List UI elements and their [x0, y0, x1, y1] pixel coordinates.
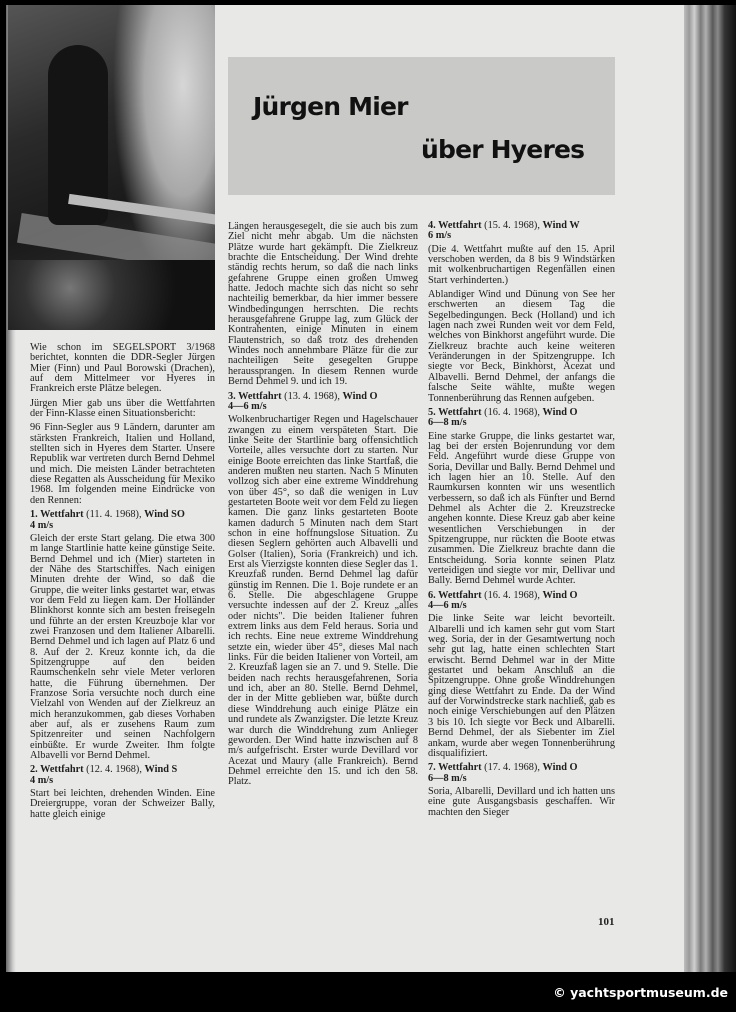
race-wind-speed: 4—6 m/s [228, 400, 267, 412]
title-box [228, 57, 615, 195]
race-label: 1. Wettfahrt [30, 509, 84, 521]
text-column-1 [30, 343, 215, 824]
race-heading [228, 392, 418, 413]
race-paragraph: Ablandiger Wind und Dünung von See her erschwerten an diesem Tag die Segelbedingungen. Beck (Holland) und ich lagen nach zwei Runden weit vor dem Feld, welches von Binkhorst angeführt wurde. Die Zielkreuz brachte auch keine weiteren Veränderungen in der Spitzengruppe. Ich siegte vor Beck, Binkhorst, Acezat und Albavelli. Bernd Dehmel, der anfangs die falsche Seite wählte, mußte wegen Tonnenberührung das Rennen aufgeben. [428, 289, 615, 404]
race-date: (16. 4. 1968), [484, 406, 540, 418]
race-paragraph: Die linke Seite war leicht bevorteilt. Albarelli und ich kamen sehr gut vom Start weg. Soria, der in der Gesamtwertung noch sehr gut lag, hatte einen schlechten Start erwischt. Bernd Dehmel war in der Mitte gestartet und bekam Anschluß an die Spitzengruppe. Ohne große Winddrehungen ging diese Wettfahrt zu Ende. Da der Wind auf der Vorwindstrecke stark nachließ, gab es noch einige Verschiebungen auf den Plätzen 3 bis 10. Ich siegte vor Beck und Albarelli. Bernd Dehmel, der als Siebenter im Ziel ankam, wurde aber wegen Tonnenberührung disqualifiziert. [428, 613, 615, 759]
sailing-photo [8, 5, 215, 330]
race-label: 7. Wettfahrt [428, 762, 482, 774]
race-heading [30, 510, 215, 531]
race-wind-speed: 4 m/s [30, 519, 54, 531]
race-date: (17. 4. 1968), [484, 762, 540, 774]
race-paragraph: Wolkenbruchartiger Regen und Hagelschauer zwangen zu einem verspäteten Start. Die linke Seite der Startlinie barg offensichtlich Vorteile, alles versuchte dort zu starten. Nur einige Boote erreichten das linke Startfaß, die anderen mußten neu starten. Nach 5 Minuten vollzog sich aber eine extreme Winddrehung von über 45°, so daß die wenigen in Luv gestarteten Boote weit vor dem Feld zu liegen kamen. Die ganz links gestarteten Boote kamen dadurch 5 Minuten nach dem Start schon in eine hoffnungslose Situation. Zu diesen Seglern gehörten auch Albavelli und Golser (Italien), Soria (Frankreich) und ich. Erst als Vierzigste konnten diese Segler das 1. Kreuzfaß runden. Bernd Dehmel lag dafür günstig im Rennen. Die 1. Boje rundete er an 6. Stelle. Die abgeschlagene Gruppe versuchte indessen auf der 2. Kreuz „alles oder nichts". Die beiden Italiener fuhren extrem links aus dem Feld heraus. Soria und ich rechts. Eine neue extreme Winddrehung setzte ein, wieder über 45°, dieses Mal nach links. Für die beiden Italiener von Vorteil, am 2. Kreuzfaß lagen sie an 7. und 9. Stelle. Die beiden nach rechts herausgefahrenen, Soria und ich, aber an 80. Stelle. Bernd Dehmel, der in der Mitte geblieben war, büßte durch diese Winddrehung auch einige Plätze ein und rundete als Zwanzigster. Die letzte Kreuz war durch die Winddrehung zum Anlieger geworden. Der Wind hatte inzwischen auf 8 m/s aufgefrischt. Erster wurde Devillard vor Acezat und Maury (alle Frankreich). Bernd Dehmel erreichte den 15. und ich den 58. Platz. [228, 414, 418, 788]
article-title-line2: über Hyeres [421, 135, 585, 164]
race-wind-speed: 6—8 m/s [428, 772, 467, 784]
race-label: 2. Wettfahrt [30, 764, 84, 776]
race-paragraph: Eine starke Gruppe, die links gestartet war, lag bei der ersten Bojenrundung vor dem Feld. Angeführt wurde diese Gruppe von Soria, Devillar und Bally. Bernd Dehmel und ich lagen hier an 10. Stelle. Auf den Raumkursen konnten wir uns wesentlich verbessern, so daß ich als Fünfter und Bernd Dehmel als Achter die 2. Kreuzstrecke angehen konnte. Diese Kreuz gab aber keine wesentlichen Verschiebungen in der Spitzengruppe, nur rückten die Boote etwas zusammen. Die Zielkreuz brachte dann die Entscheidung. Soria konnte seinen Platz verteidigen und siegte vor mir, Dellivar und Bally. Bernd Dehmel wurde Achter. [428, 430, 615, 587]
race-label: 5. Wettfahrt [428, 406, 482, 418]
race-heading [428, 221, 615, 242]
book-page-edges [684, 5, 736, 972]
copyright-watermark: © yachtsportmuseum.de [553, 985, 728, 1000]
race-paragraph: Gleich der erste Start gelang. Die etwa 300 m lange Startlinie hatte keine günstige Seite. Bernd Dehmel und ich (Mier) starteten in der Nähe des Startschiffes. Nach einigen Minuten drehte der Wind, so daß die Gruppe, die weiter links gestartet war, etwas vor dem Feld zu liegen kam. Der Holländer Blinkhorst konnte sich am besten freisegeln und führte an der ersten Kreuzboje klar vor zwei Franzosen und dem Italiener Albarelli. Bernd Dehmel und ich lagen auf Platz 6 und 8. Auf der 2. Kreuz konnte ich, da die Spitzengruppe auf den beiden Raumschenkeln sehr viele Meter verloren hatte, die Führung übernehmen. Der Franzose Soria versuchte noch durch eine Vielzahl von Wenden auf der Zielkreuz an mich heranzukommen, gab dieses Vorhaben aber auf, als er zusehens Raum zum Spitzenreiter und seinen Nachfolgern einbüßte. Er wurde Zweiter. Ihm folgte Albavelli vor Bernd Dehmel. [30, 532, 215, 762]
race-paragraph: Start bei leichten, drehenden Winden. Eine Dreiergruppe, voran der Schweizer Bally, hatte gleich einige [30, 788, 215, 820]
text-column-2 [228, 222, 418, 792]
race-heading [428, 763, 615, 784]
race-wind-speed: 6—8 m/s [428, 417, 467, 429]
intro-paragraph: Wie schon im SEGELSPORT 3/1968 berichtet, konnten die DDR-Segler Jürgen Mier (Finn) und Paul Borowski (Drachen), auf dem Mittelmeer vor Hyeres in Frankreich erste Plätze belegen. [30, 342, 215, 395]
race-wind-speed: 4—6 m/s [428, 600, 467, 612]
race-date: (12. 4. 1968), [86, 764, 142, 776]
text-column-3 [428, 219, 615, 822]
intro-paragraph: 96 Finn-Segler aus 9 Ländern, darunter am stärksten Frankreich, Italien und Holland, stellten sich in Hyeres dem Starter. Unsere Republik war vertreten durch Bernd Dehmel und mich. Die meisten Länder betrachteten diese Regatten als Ausscheidung für Mexiko 1968. Im folgenden meine Eindrücke von den Rennen: [30, 422, 215, 506]
race-date: (13. 4. 1968), [284, 390, 340, 402]
race-wind: Wind O [342, 390, 378, 402]
race-wind: Wind W [542, 220, 580, 231]
race-label: 4. Wettfahrt [428, 220, 482, 231]
race-wind: Wind O [542, 589, 578, 601]
race-paragraph: (Die 4. Wettfahrt mußte auf den 15. April verschoben werden, da 8 bis 9 Windstärken mit wolkenbruchartigen Regenfällen einen Start verhinderten.) [428, 243, 615, 286]
race-wind: Wind O [542, 406, 578, 418]
race-label: 3. Wettfahrt [228, 390, 282, 402]
water-spray [8, 260, 215, 330]
article-title-line1: Jürgen Mier [253, 92, 408, 121]
race-paragraph: Längen herausgesegelt, die sie auch bis zum Ziel nicht mehr abgab. Um die nächsten Plätze wurde hart gekämpft. Die Zielkreuz brachte die Entscheidung. Der Wind drehte ständig rechts herum, so daß die nach links gefahrene Gruppe einen großen Umweg hatte. Jedoch machte sich das nicht so sehr nachteilig bemerkbar, da hier immer bessere Windbedingungen herrschten. Die rechts herausgefahrene Gruppe lag, zum Glück der Kontrahenten, einige Minuten in einem Flautenstrich, so daß trotz des drehenden Windes noch annehmbare Plätze für die zur nachteiligen Seite gesegelten Gruppe heraussprangen. In diesem Rennen wurde Bernd Dehmel 9. und ich 19. [228, 221, 418, 388]
race-label: 6. Wettfahrt [428, 589, 482, 601]
race-wind: Wind SO [144, 509, 185, 521]
race-wind: Wind O [542, 762, 578, 774]
race-wind-speed: 4 m/s [30, 774, 54, 786]
intro-paragraph: Jürgen Mier gab uns über die Wettfahrten der Finn-Klasse einen Situationsbericht: [30, 397, 215, 420]
race-date: (16. 4. 1968), [484, 589, 540, 601]
race-heading [428, 591, 615, 612]
page-number: 101 [598, 916, 615, 928]
race-wind-speed: 6 m/s [428, 230, 452, 242]
race-date: (15. 4. 1968), [484, 220, 540, 231]
race-paragraph: Soria, Albarelli, Devillard und ich hatten uns eine gute Ausgangsbasis geschaffen. Wir machten den Sieger [428, 785, 615, 818]
race-wind: Wind S [144, 764, 178, 776]
race-heading [428, 408, 615, 429]
race-heading [30, 765, 215, 786]
race-date: (11. 4. 1968), [86, 509, 142, 521]
